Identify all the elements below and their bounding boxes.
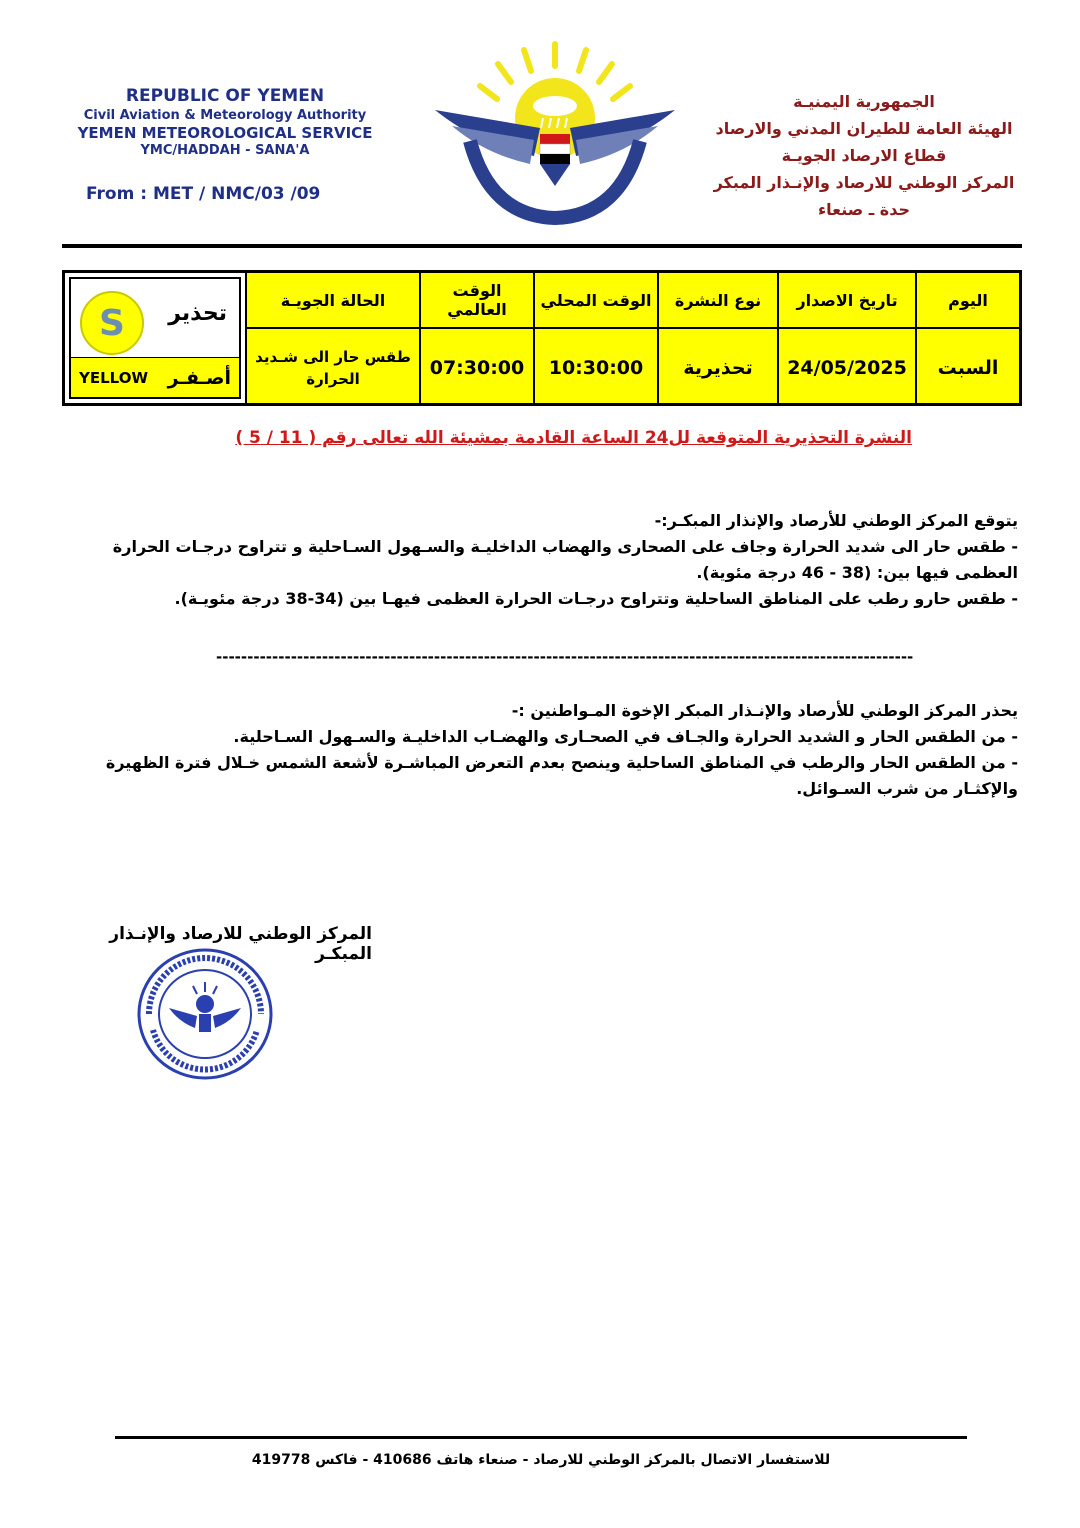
header-left-block <box>60 86 390 158</box>
value-utc-time: 07:30:00 <box>419 329 533 406</box>
header-divider <box>62 244 1022 248</box>
header-from-reference: From : MET / NMC/03 /09 <box>86 184 321 204</box>
forecast-intro: يتوقع المركز الوطني للأرصاد والإنذار المبكـر:- <box>654 511 1018 530</box>
header-location-ar: حدة ـ صنعاء <box>817 200 911 219</box>
header-center-ar: المركز الوطني للارصاد والإنـذار المبكر <box>713 173 1015 192</box>
header-condition: الحالة الجويـة <box>245 273 419 329</box>
warning-badge <box>65 273 247 403</box>
warning-badge-frame <box>69 277 241 399</box>
header-local-time: الوقت المحلي <box>533 273 657 329</box>
header-bulletin-type: نوع النشرة <box>657 273 777 329</box>
header-sector-ar: قطاع الارصاد الجويـة <box>781 146 947 165</box>
bulletin-title: النشرة التحذيرية المتوقعة لل24 الساعة القادمة بمشيئة الله تعالى رقم ( 11 / 5 ) <box>235 428 912 448</box>
official-stamp <box>135 946 275 1082</box>
forecast-section <box>58 508 1018 612</box>
warning-level-ar: أصـفـر <box>167 366 231 389</box>
header-country-ar: الجمهورية اليمنيـة <box>793 92 935 111</box>
forecast-item-2: - طقس حارو رطب على المناطق الساحلية وتتراوح درجـات الحرارة العظمى فيهـا بين (34-38 درجة مئويـة). <box>174 589 1018 608</box>
stamp-seal-icon <box>135 946 275 1082</box>
header-location-en: YMC/HADDAH - SANA'A <box>140 143 310 158</box>
footer-contact: للاستفسار الاتصال بالمركز الوطني للارصاد - صنعاء هاتف 410686 - فاكس 419778 <box>251 1452 831 1468</box>
warnings-item-2: - من الطقس الحار والرطب في المناطق الساحلية وينصح بعدم التعرض المباشـرة لأشعة الشمس خـلال فترة الظهيرة والإكثـار من شرب السـوائل. <box>105 753 1018 798</box>
header-country-en: REPUBLIC OF YEMEN <box>125 86 325 106</box>
signature-text: المركز الوطني للارصاد والإنـذار المبكـر <box>109 924 372 964</box>
warning-level-en: YELLOW <box>79 368 148 387</box>
header-day: اليوم <box>915 273 1019 329</box>
value-condition: طقس حار الى شـديد الحرارة <box>245 329 419 406</box>
header-utc-time: الوقت العالمي <box>419 273 533 329</box>
header-authority-en: Civil Aviation & Meteorology Authority <box>83 108 367 123</box>
footer-divider <box>115 1436 967 1439</box>
value-issue-date: 24/05/2025 <box>777 329 915 406</box>
authority-logo <box>430 36 680 226</box>
forecast-item-1: - طقس حار الى شديد الحرارة وجاف على الصحارى والهضاب الداخليـة والسـهول السـاحلية و تتراوح درجـات الحرارة العظمى فيها بين: (38 - 46 درجة مئوية). <box>112 537 1018 582</box>
warning-badge-title: تحذير <box>168 301 227 326</box>
value-local-time: 10:30:00 <box>533 329 657 406</box>
header-service-en: YEMEN METEOROLOGICAL SERVICE <box>77 124 373 142</box>
warnings-section <box>58 698 1018 802</box>
header-authority-ar: الهيئة العامة للطيران المدني والارصاد <box>715 119 1013 138</box>
section-divider-dashes: ---------------------------------------------------------------------------------------------------------------- <box>216 648 914 666</box>
warnings-item-1: - من الطقس الحار و الشديد الحرارة والجـاف في الصحـارى والهضـاب الداخليـة والسـهول السـاحلية. <box>233 727 1018 746</box>
warnings-intro: يحذر المركز الوطني للأرصاد والإنـذار المبكر الإخوة المـواطنين :- <box>511 701 1018 720</box>
warning-letter-icon: S <box>80 291 144 355</box>
header-issue-date: تاريخ الاصدار <box>777 273 915 329</box>
authority-logo-emblem-icon <box>430 36 680 226</box>
value-day: السبت <box>915 329 1019 406</box>
warning-level-bar <box>71 357 239 397</box>
header-right-block <box>694 88 1034 223</box>
value-bulletin-type: تحذيرية <box>657 329 777 406</box>
warning-table <box>62 270 1022 406</box>
